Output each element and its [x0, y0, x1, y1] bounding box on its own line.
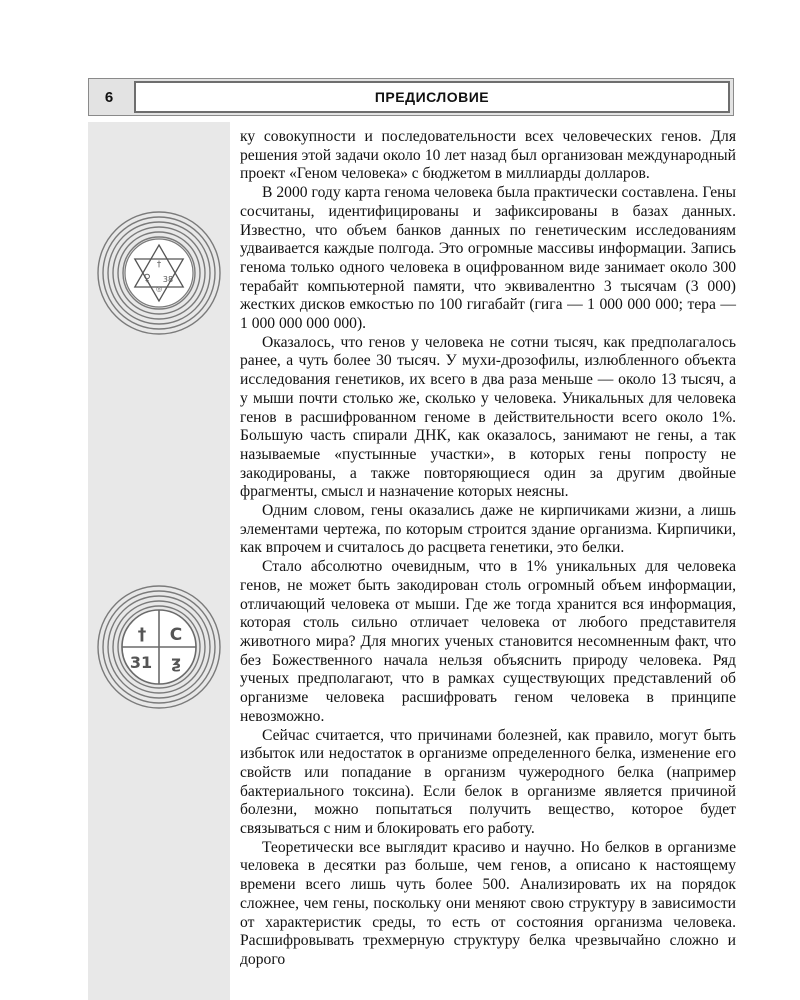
- svg-text:C: C: [169, 625, 183, 645]
- paragraph: Стало абсолютно очевидным, что в 1% уникальных для человека генов, не может быть закодирован столь огромный объем информации, отличающий человека от мыши. Где же тогда хранится вся информация, которая столь сильно отличает человека от любого представителя животного мира? Для многих ученых становится несомненным факт, что без Божественного начала нельзя объяснить природу человека. Ряд ученых предполагают, что в рамках существующих представлений об организме человека расшифровать геном человека в принципе невозможно.: [240, 558, 736, 725]
- svg-text:†: †: [156, 260, 162, 270]
- paragraph: ку совокупности и последовательности всех человеческих генов. Для решения этой задачи около 10 лет назад был организован международный проект «Геном человека» с бюджетом в миллиарды долларов.: [240, 128, 736, 183]
- svg-text:ƺ: ƺ: [171, 653, 181, 673]
- chapter-title: ПРЕДИСЛОВИЕ: [374, 89, 490, 105]
- star-of-david-seal-icon: [96, 210, 222, 336]
- decorative-sidebar: [88, 122, 230, 1000]
- body-text: [240, 128, 736, 970]
- emblem-number: 38: [162, 275, 174, 284]
- svg-text:◎: ◎: [155, 285, 163, 293]
- page-number: 6: [104, 88, 114, 106]
- running-header: [134, 81, 730, 113]
- cross-circle-seal-icon: [96, 584, 222, 710]
- svg-text:♀: ♀: [143, 273, 151, 284]
- svg-text:†: †: [137, 625, 147, 645]
- paragraph: В 2000 году карта генома человека была практически составлена. Гены сосчитаны, идентифицированы и зафиксированы в базах данных. Известно, что объем банков данных по генетическим исследованиям удваивается каждые полгода. Это огромные массивы информации. Запись генома только одного человека в оцифрованном виде занимает около 300 терабайт компьютерной памяти, что эквивалентно 3 тысячам (3 000) жестких дисков емкостью по 100 гигабайт (гига — 1 000 000 000; тера — 1 000 000 000 000).: [240, 184, 736, 333]
- paragraph: Теоретически все выглядит красиво и научно. Но белков в организме человека в десятки раз больше, чем генов, а описано к настоящему времени всего лишь чуть более 500. Анализировать их на порядок сложнее, чем гены, поскольку они меняют свою структуру в зависимости от характеристик среды, то есть от состояния организма человека. Расшифровывать трехмерную структуру белка чрезвычайно сложно и дорого: [240, 838, 736, 968]
- paragraph: Сейчас считается, что причинами болезней, как правило, могут быть избыток или недостаток в организме определенного белка, изменение его свойств или попадание в организм чужеродного белка (например бактериального токсина). Если белок в организме является причиной болезни, можно попытаться получить вещество, которое будет связываться с ним и блокировать его работу.: [240, 726, 736, 838]
- svg-text:31: 31: [129, 653, 153, 672]
- paragraph: Одним словом, гены оказались даже не кирпичиками жизни, а лишь элементами чертежа, по которым строится здание организма. Кирпичики, как впрочем и считалось до расцвета генетики, это белки.: [240, 502, 736, 557]
- paragraph: Оказалось, что генов у человека не сотни тысяч, как предполагалось ранее, а чуть более 30 тысяч. У мухи-дрозофилы, излюбленного объекта исследования генетиков, их всего в два раза меньше — около 13 тысяч, а у мыши почти столько же, сколько у человека. Уникальных для человека генов в расшифрованном геноме в действительности всего около 1%. Большую часть спирали ДНК, как оказалось, занимают не гены, а так называемые «пустынные участки», в которых гены попросту не закодированы, а также повторяющиеся один за другим двойные фрагменты, смысл и назначение которых неясны.: [240, 333, 736, 501]
